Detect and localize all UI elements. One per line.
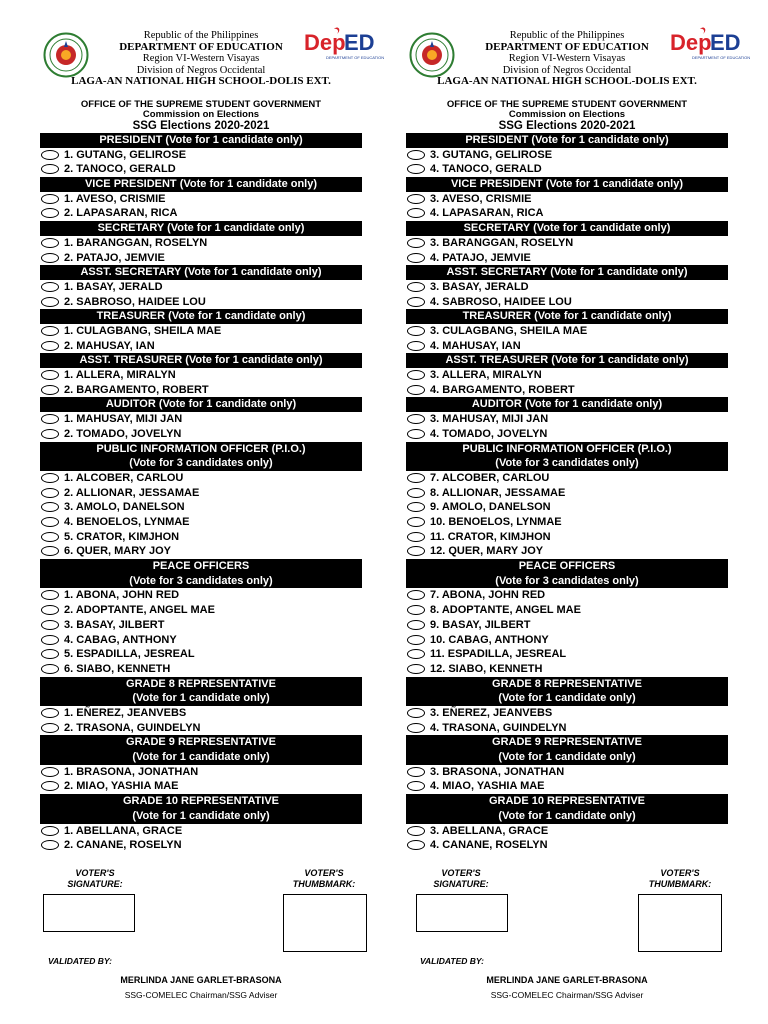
candidate-name: 2. PATAJO, JEMVIE [64, 251, 165, 264]
vote-oval[interactable] [407, 326, 425, 336]
candidate-row [406, 162, 728, 177]
validated-by-label: VALIDATED BY: [48, 956, 112, 966]
vote-oval[interactable] [41, 590, 59, 600]
candidate-name: 4. BENOELOS, LYNMAE [64, 516, 190, 529]
candidate-name: 2. TOMADO, JOVELYN [64, 427, 182, 440]
candidate-name: 1. ABELLANA, GRACE [64, 824, 183, 837]
candidate-row [406, 486, 728, 501]
candidate-row [406, 765, 728, 780]
division-line: Division of Negros Occidental [136, 64, 266, 76]
position-title: PUBLIC INFORMATION OFFICER (P.I.O.) [406, 442, 728, 457]
vote-oval[interactable] [407, 194, 425, 204]
candidate-name: 1. BRASONA, JONATHAN [64, 765, 199, 778]
candidate-row [40, 192, 362, 207]
candidate-name: 6. SIABO, KENNETH [64, 662, 171, 675]
candidate-name: 11. CRATOR, KIMJHON [430, 530, 551, 543]
candidate-name: 12. QUER, MARY JOY [430, 545, 544, 558]
vote-oval[interactable] [41, 370, 59, 380]
candidate-row [406, 824, 728, 839]
vote-oval[interactable] [41, 385, 59, 395]
candidate-name: 8. ALLIONAR, JESSAMAE [430, 486, 566, 499]
vote-oval[interactable] [407, 238, 425, 248]
candidate-name: 3. ALLERA, MIRALYN [430, 369, 542, 382]
candidate-row [406, 324, 728, 339]
candidate-row [40, 500, 362, 515]
vote-oval[interactable] [407, 385, 425, 395]
signature-area-right [406, 868, 728, 958]
deped-logo-icon [304, 26, 385, 62]
candidate-row [406, 339, 728, 354]
position-title: SECRETARY (Vote for 1 candidate only) [40, 221, 362, 236]
vote-oval[interactable] [407, 473, 425, 483]
candidate-row [40, 530, 362, 545]
voter-thumbmark-label: VOTER'S THUMBMARK: [292, 868, 356, 889]
school-seal-icon [409, 32, 455, 78]
position-title: GRADE 8 REPRESENTATIVE [40, 677, 362, 692]
candidate-row [406, 192, 728, 207]
candidate-name: 2. TRASONA, GUINDELYN [64, 721, 201, 734]
chairman-title: SSG-COMELEC Chairman/SSG Adviser [124, 990, 278, 1000]
candidate-name: 4. MAHUSAY, IAN [430, 339, 521, 352]
candidate-name: 8. ADOPTANTE, ANGEL MAE [430, 604, 581, 617]
candidate-row [40, 412, 362, 427]
republic-line: Republic of the Philippines [143, 30, 259, 41]
vote-oval[interactable] [41, 473, 59, 483]
candidate-row [40, 162, 362, 177]
position-title: PEACE OFFICERS [406, 559, 728, 574]
position-title: TREASURER (Vote for 1 candidate only) [40, 309, 362, 324]
candidate-name: 4. TRASONA, GUINDELYN [430, 721, 567, 734]
ballot-header [406, 26, 751, 96]
vote-oval[interactable] [41, 414, 59, 424]
svg-text:DEPARTMENT OF EDUCATION: DEPARTMENT OF EDUCATION [326, 55, 385, 60]
position-title: PEACE OFFICERS [40, 559, 362, 574]
candidate-name: 10. CABAG, ANTHONY [430, 633, 549, 646]
chairman-name: MERLINDA JANE GARLET-BRASONA [486, 975, 648, 985]
position-title: (Vote for 1 candidate only) [406, 809, 728, 824]
ballot-right [406, 26, 751, 853]
candidate-name: 4. PATAJO, JEMVIE [430, 251, 531, 264]
svg-text:Dep: Dep [304, 30, 346, 55]
position-title: (Vote for 1 candidate only) [40, 691, 362, 706]
candidate-row [40, 721, 362, 736]
vote-oval[interactable] [407, 370, 425, 380]
candidate-row [406, 662, 728, 677]
vote-oval[interactable] [41, 605, 59, 615]
vote-oval[interactable] [41, 297, 59, 307]
vote-oval[interactable] [407, 164, 425, 174]
vote-oval[interactable] [41, 488, 59, 498]
position-title: AUDITOR (Vote for 1 candidate only) [406, 397, 728, 412]
candidate-name: 4. CABAG, ANTHONY [64, 633, 177, 646]
commission-title: Commission on Elections [508, 109, 626, 120]
position-title: (Vote for 3 candidates only) [406, 574, 728, 589]
position-title: GRADE 10 REPRESENTATIVE [40, 794, 362, 809]
vote-oval[interactable] [407, 208, 425, 218]
vote-oval[interactable] [407, 781, 425, 791]
office-title: OFFICE OF THE SUPREME STUDENT GOVERNMENT [446, 99, 688, 110]
vote-oval[interactable] [407, 341, 425, 351]
candidate-row [406, 544, 728, 559]
candidate-name: 7. ABONA, JOHN RED [430, 589, 546, 602]
vote-oval[interactable] [41, 546, 59, 556]
candidate-name: 2. CANANE, ROSELYN [64, 839, 182, 852]
vote-oval[interactable] [407, 840, 425, 850]
position-title: SECRETARY (Vote for 1 candidate only) [406, 221, 728, 236]
candidate-row [406, 603, 728, 618]
candidate-name: 1. AVESO, CRISMIE [64, 192, 166, 205]
vote-oval[interactable] [41, 517, 59, 527]
candidate-row [40, 383, 362, 398]
vote-oval[interactable] [41, 429, 59, 439]
position-title: ASST. SECRETARY (Vote for 1 candidate only) [406, 265, 728, 280]
candidate-row [406, 251, 728, 266]
candidate-name: 3. CULAGBANG, SHEILA MAE [430, 325, 588, 338]
vote-oval[interactable] [41, 723, 59, 733]
positions-list [406, 133, 728, 853]
position-title: TREASURER (Vote for 1 candidate only) [406, 309, 728, 324]
candidate-row [40, 633, 362, 648]
position-title: PRESIDENT (Vote for 1 candidate only) [40, 133, 362, 148]
candidate-row [40, 544, 362, 559]
candidate-name: 4. LAPASARAN, RICA [430, 207, 544, 220]
vote-oval[interactable] [407, 517, 425, 527]
candidate-name: 2. ADOPTANTE, ANGEL MAE [64, 604, 215, 617]
positions-list [40, 133, 362, 853]
candidate-row [406, 618, 728, 633]
candidate-row [40, 662, 362, 677]
elections-title: SSG Elections 2020-2021 [132, 120, 270, 132]
candidate-row [406, 412, 728, 427]
vote-oval[interactable] [407, 502, 425, 512]
candidate-name: 3. AMOLO, DANELSON [64, 501, 185, 514]
vote-oval[interactable] [41, 164, 59, 174]
vote-oval[interactable] [41, 341, 59, 351]
position-title: ASST. TREASURER (Vote for 1 candidate only) [406, 353, 728, 368]
vote-oval[interactable] [41, 194, 59, 204]
candidate-name: 2. LAPASARAN, RICA [64, 207, 178, 220]
republic-line: Republic of the Philippines [509, 30, 625, 41]
vote-oval[interactable] [41, 208, 59, 218]
region-line: Region VI-Western Visayas [508, 53, 626, 64]
candidate-row [406, 295, 728, 310]
candidate-name: 1. MAHUSAY, MIJI JAN [64, 413, 183, 426]
candidate-name: 1. BARANGGAN, ROSELYN [64, 236, 208, 249]
candidate-row [406, 779, 728, 794]
candidate-name: 2. BARGAMENTO, ROBERT [64, 383, 209, 396]
candidate-row [40, 824, 362, 839]
department-line: DEPARTMENT OF EDUCATION [485, 40, 649, 53]
svg-text:ED: ED [710, 30, 741, 55]
vote-oval[interactable] [41, 767, 59, 777]
candidate-row [40, 838, 362, 853]
candidate-row [40, 765, 362, 780]
school-name: LAGA-AN NATIONAL HIGH SCHOOL-DOLIS EXT. [437, 75, 697, 87]
candidate-row [40, 647, 362, 662]
position-title: (Vote for 3 candidates only) [40, 456, 362, 471]
candidate-row [40, 324, 362, 339]
candidate-name: 1. EÑEREZ, JEANVEBS [64, 707, 187, 720]
candidate-row [406, 633, 728, 648]
candidate-row [40, 515, 362, 530]
vote-oval[interactable] [41, 238, 59, 248]
vote-oval[interactable] [41, 708, 59, 718]
candidate-name: 5. CRATOR, KIMJHON [64, 530, 180, 543]
school-seal-icon [43, 32, 89, 78]
position-title: (Vote for 1 candidate only) [40, 809, 362, 824]
candidate-name: 1. CULAGBANG, SHEILA MAE [64, 325, 222, 338]
candidate-name: 1. ALCOBER, CARLOU [64, 471, 184, 484]
candidate-name: 2. MAHUSAY, IAN [64, 339, 155, 352]
position-title: GRADE 9 REPRESENTATIVE [406, 735, 728, 750]
candidate-row [406, 500, 728, 515]
candidate-row [406, 236, 728, 251]
candidate-name: 3. AVESO, CRISMIE [430, 192, 532, 205]
position-title: (Vote for 1 candidate only) [406, 750, 728, 765]
candidate-row [40, 603, 362, 618]
vote-oval[interactable] [407, 546, 425, 556]
candidate-name: 4. TANOCO, GERALD [430, 163, 542, 176]
svg-text:ED: ED [344, 30, 375, 55]
candidate-row [40, 206, 362, 221]
chairman-name: MERLINDA JANE GARLET-BRASONA [120, 975, 282, 985]
candidate-name: 4. TOMADO, JOVELYN [430, 427, 548, 440]
position-title: ASST. SECRETARY (Vote for 1 candidate only) [40, 265, 362, 280]
department-line: DEPARTMENT OF EDUCATION [119, 40, 283, 53]
vote-oval[interactable] [41, 620, 59, 630]
candidate-row [406, 515, 728, 530]
candidate-name: 3. BARANGGAN, ROSELYN [430, 236, 574, 249]
vote-oval[interactable] [41, 532, 59, 542]
vote-oval[interactable] [41, 781, 59, 791]
deped-logo-icon [670, 26, 751, 62]
vote-oval[interactable] [407, 429, 425, 439]
candidate-name: 12. SIABO, KENNETH [430, 662, 543, 675]
vote-oval[interactable] [407, 826, 425, 836]
vote-oval[interactable] [41, 253, 59, 263]
vote-oval[interactable] [41, 840, 59, 850]
candidate-name: 10. BENOELOS, LYNMAE [430, 516, 562, 529]
region-line: Region VI-Western Visayas [142, 53, 260, 64]
candidate-name: 4. MIAO, YASHIA MAE [430, 780, 545, 793]
candidate-name: 2. MIAO, YASHIA MAE [64, 780, 179, 793]
candidate-name: 2. SABROSO, HAIDEE LOU [64, 295, 206, 308]
vote-oval[interactable] [407, 664, 425, 674]
vote-oval[interactable] [407, 488, 425, 498]
candidate-row [406, 721, 728, 736]
vote-oval[interactable] [407, 635, 425, 645]
candidate-name: 9. BASAY, JILBERT [430, 618, 531, 631]
vote-oval[interactable] [407, 649, 425, 659]
vote-oval[interactable] [407, 282, 425, 292]
validated-by-label: VALIDATED BY: [420, 956, 484, 966]
candidate-name: 1. ABONA, JOHN RED [64, 589, 180, 602]
candidate-name: 3. BASAY, JILBERT [64, 618, 165, 631]
candidate-row [406, 206, 728, 221]
office-title: OFFICE OF THE SUPREME STUDENT GOVERNMENT [80, 99, 322, 110]
vote-oval[interactable] [407, 532, 425, 542]
candidate-name: 11. ESPADILLA, JESREAL [430, 648, 567, 661]
candidate-name: 1. GUTANG, GELIROSE [64, 148, 187, 161]
candidate-row [40, 471, 362, 486]
voter-thumbmark-box[interactable] [283, 894, 367, 952]
candidate-row [406, 530, 728, 545]
candidate-row [40, 427, 362, 442]
signature-area-left [40, 868, 362, 958]
elections-title: SSG Elections 2020-2021 [498, 120, 636, 132]
candidate-row [40, 295, 362, 310]
vote-oval[interactable] [41, 326, 59, 336]
division-line: Division of Negros Occidental [502, 64, 632, 76]
position-title: (Vote for 3 candidates only) [406, 456, 728, 471]
vote-oval[interactable] [41, 282, 59, 292]
candidate-name: 3. GUTANG, GELIROSE [430, 148, 553, 161]
candidate-row [406, 383, 728, 398]
candidate-name: 4. SABROSO, HAIDEE LOU [430, 295, 572, 308]
position-title: VICE PRESIDENT (Vote for 1 candidate only) [406, 177, 728, 192]
candidate-name: 4. CANANE, ROSELYN [430, 839, 548, 852]
vote-oval[interactable] [407, 150, 425, 160]
candidate-name: 7. ALCOBER, CARLOU [430, 471, 550, 484]
candidate-row [40, 779, 362, 794]
vote-oval[interactable] [41, 649, 59, 659]
candidate-name: 4. BARGAMENTO, ROBERT [430, 383, 575, 396]
voter-signature-label: VOTER'S SIGNATURE: [67, 868, 123, 889]
vote-oval[interactable] [407, 767, 425, 777]
svg-text:Dep: Dep [670, 30, 712, 55]
candidate-name: 3. EÑEREZ, JEANVEBS [430, 707, 553, 720]
candidate-row [406, 471, 728, 486]
candidate-name: 3. BRASONA, JONATHAN [430, 765, 565, 778]
position-title: (Vote for 1 candidate only) [406, 691, 728, 706]
vote-oval[interactable] [41, 502, 59, 512]
vote-oval[interactable] [407, 297, 425, 307]
candidate-row [406, 588, 728, 603]
candidate-row [40, 339, 362, 354]
position-title: PUBLIC INFORMATION OFFICER (P.I.O.) [40, 442, 362, 457]
candidate-row [406, 427, 728, 442]
vote-oval[interactable] [407, 253, 425, 263]
svg-text:DEPARTMENT OF EDUCATION: DEPARTMENT OF EDUCATION [692, 55, 751, 60]
candidate-row [40, 251, 362, 266]
voter-signature-box[interactable] [43, 894, 135, 932]
position-title: (Vote for 3 candidates only) [40, 574, 362, 589]
candidate-name: 5. ESPADILLA, JESREAL [64, 648, 195, 661]
position-title: ASST. TREASURER (Vote for 1 candidate only) [40, 353, 362, 368]
position-title: GRADE 8 REPRESENTATIVE [406, 677, 728, 692]
position-title: (Vote for 1 candidate only) [40, 750, 362, 765]
candidate-row [40, 588, 362, 603]
candidate-row [40, 280, 362, 295]
vote-oval[interactable] [407, 414, 425, 424]
candidate-name: 2. TANOCO, GERALD [64, 163, 176, 176]
voter-signature-label: VOTER'S SIGNATURE: [433, 868, 489, 889]
candidate-row [40, 706, 362, 721]
position-title: AUDITOR (Vote for 1 candidate only) [40, 397, 362, 412]
candidate-row [40, 618, 362, 633]
candidate-row [406, 368, 728, 383]
position-title: VICE PRESIDENT (Vote for 1 candidate only) [40, 177, 362, 192]
position-title: GRADE 10 REPRESENTATIVE [406, 794, 728, 809]
candidate-row [40, 148, 362, 163]
vote-oval[interactable] [407, 708, 425, 718]
commission-title: Commission on Elections [142, 109, 260, 120]
ballot-left [40, 26, 385, 853]
voter-thumbmark-label: VOTER'S THUMBMARK: [648, 868, 712, 889]
vote-oval[interactable] [407, 590, 425, 600]
candidate-row [40, 486, 362, 501]
voter-thumbmark-box[interactable] [638, 894, 722, 952]
vote-oval[interactable] [41, 826, 59, 836]
candidate-name: 1. BASAY, JERALD [64, 280, 163, 293]
vote-oval[interactable] [41, 664, 59, 674]
candidate-row [406, 706, 728, 721]
vote-oval[interactable] [41, 150, 59, 160]
candidate-row [406, 647, 728, 662]
vote-oval[interactable] [407, 723, 425, 733]
ballot-header [40, 26, 385, 96]
candidate-name: 2. ALLIONAR, JESSAMAE [64, 486, 200, 499]
candidate-row [406, 838, 728, 853]
position-title: PRESIDENT (Vote for 1 candidate only) [406, 133, 728, 148]
candidate-row [40, 236, 362, 251]
vote-oval[interactable] [407, 620, 425, 630]
vote-oval[interactable] [407, 605, 425, 615]
candidate-name: 1. ALLERA, MIRALYN [64, 369, 176, 382]
voter-signature-box[interactable] [416, 894, 508, 932]
candidate-name: 3. MAHUSAY, MIJI JAN [430, 413, 549, 426]
candidate-name: 9. AMOLO, DANELSON [430, 501, 551, 514]
candidate-name: 6. QUER, MARY JOY [64, 545, 171, 558]
chairman-title: SSG-COMELEC Chairman/SSG Adviser [490, 990, 644, 1000]
candidate-row [40, 368, 362, 383]
candidate-name: 3. BASAY, JERALD [430, 280, 529, 293]
candidate-row [406, 280, 728, 295]
candidate-row [406, 148, 728, 163]
position-title: GRADE 9 REPRESENTATIVE [40, 735, 362, 750]
candidate-name: 3. ABELLANA, GRACE [430, 824, 549, 837]
vote-oval[interactable] [41, 635, 59, 645]
school-name: LAGA-AN NATIONAL HIGH SCHOOL-DOLIS EXT. [71, 75, 331, 87]
